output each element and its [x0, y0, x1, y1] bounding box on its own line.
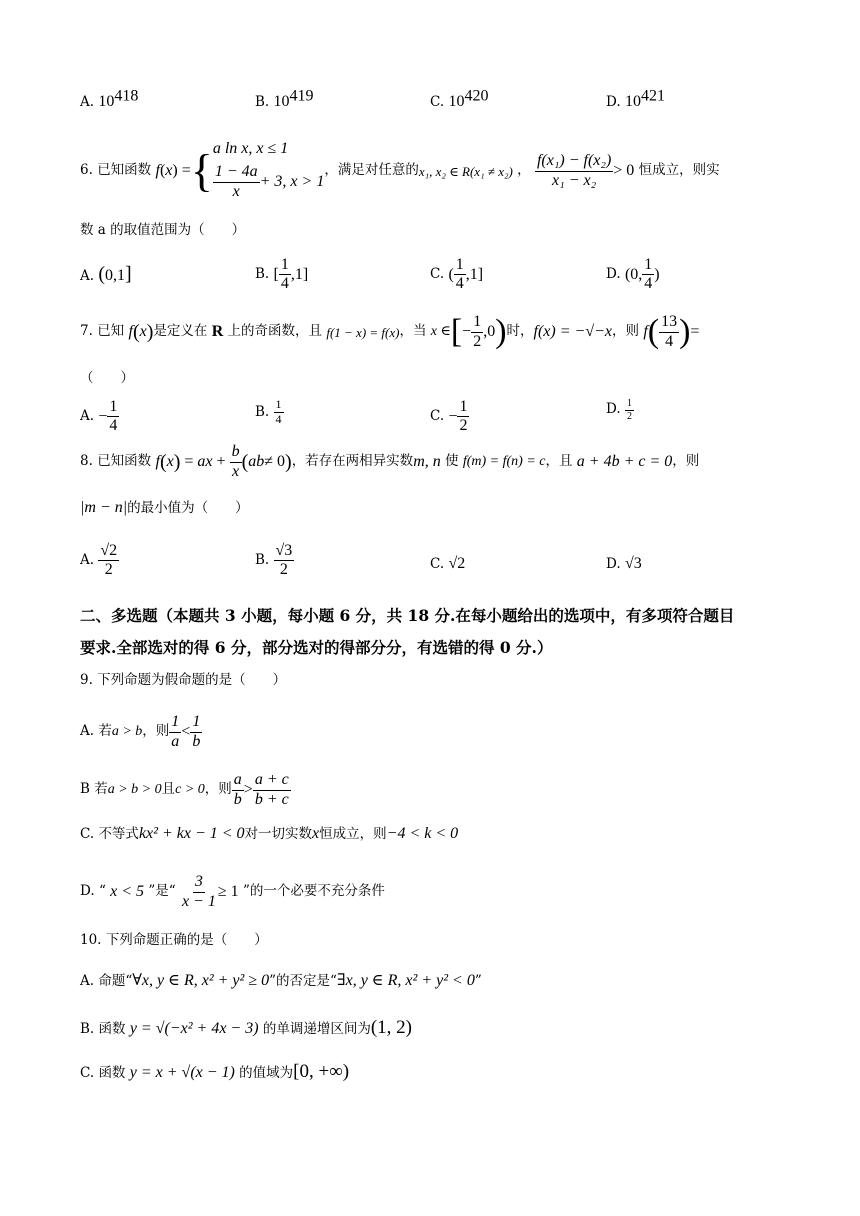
q9-option-a: A. 若 a > b ，则 $\frac{1}{a}$ < $\frac{1}{b}$ — [80, 713, 201, 750]
q10-stem: 10. 下列命题正确的是（ ） — [80, 932, 268, 948]
q9-option-b: B 若 a > b > 0 且 c > 0 ，则 $\frac{a}{b}$ > $\frac{a + c}{b + c}$ — [80, 771, 289, 808]
q7-option-a: A. − $\frac{1}{4}$ — [80, 398, 118, 435]
q7-argument-fraction: $\frac{13}{4}$ — [661, 313, 678, 350]
q8-option-b: B. $\frac{√3}{2}$ — [255, 542, 293, 579]
q6-option-d: D. (0, $\frac{1}{4}$ ) — [606, 256, 660, 293]
q6-stem-line2: 数 a 的取值范围为（ ） — [80, 222, 246, 238]
q10-option-a: A. 命题“∀x, y ∈ R, x² + y² ≥ 0”的否定是“∃x, y ∈ R, x² + y² < 0” — [80, 972, 482, 989]
q8-options — [0, 542, 860, 586]
q5-option-b: B. $10^{419}$ — [255, 87, 314, 110]
q8-option-a: A. $\frac{√2}{2}$ — [80, 542, 118, 579]
q8-stem-line2: |m − n|的最小值为（ ） — [80, 499, 249, 516]
q8-stem: 8. 已知函数 f ( x ) = ax + $\frac{b}{x}$ ( ab ≠ 0 ) ，若存在两相异实数 m, n 使 f(m) = f(n) = c ，且 a + 4b + c = 0 ，则 — [80, 443, 700, 480]
q6-stem: 6. 已知函数 f ( x ) = { a ln x, x ≤ 1 $\frac{1 - 4a}{x}$ + 3, x > 1 ，满足对任意的 x₁, x₂ ∈ R(x₁ ≠ x₂) ， $\frac{\text{f(x₁) − f(x₂)}}{\text{x₁ − x₂}}$ > 0 恒成立，则实 — [80, 140, 720, 200]
q7-answer-blank: （ ） — [80, 370, 134, 386]
q9-option-d: D. “ x < 5 ”是“ $\frac{3}{x - 1}$ ≥ 1 ”的一个必要不充分条件 — [80, 873, 385, 910]
q10-option-b: B. 函数 y = √(−x² + 4x − 3) 的单调递增区间为(1, 2) — [80, 1017, 412, 1038]
q7-option-b: B. $\frac{1}{4}$ — [255, 397, 282, 426]
q6-options — [0, 256, 860, 292]
q6-inequality-fraction: $\frac{\text{f(x₁) − f(x₂)}}{\text{x₁ − x₂}}$ — [536, 152, 612, 189]
q5-option-d: D. $10^{421}$ — [606, 87, 665, 110]
section-2-heading-line2: 要求.全部选对的得 6 分，部分选对的得部分分，有选错的得 0 分.） — [80, 638, 553, 657]
q5-option-a: A. $10^{418}$ — [80, 87, 139, 110]
q7-options — [0, 398, 860, 438]
section-2-heading-line1: 二、多选题（本题共 3 小题，每小题 6 分，共 18 分.在每小题给出的选项中，有多项符合题目 — [80, 606, 735, 625]
q6-option-b: B. [ $\frac{1}{4}$ ,1] — [255, 256, 309, 293]
q7-stem: 7. 已知 f ( x ) 是定义在 R 上的奇函数，且 f(1 − x) = f(x) ，当 x ∈ [ − $\frac{1}{2}$ ,0 ) 时， f(x) = −√−x ，则 f ( $\frac{13}{4}$ ) = — [80, 313, 700, 350]
q5-options — [0, 87, 860, 114]
q6-option-a: A. (0,1] — [80, 263, 132, 285]
q8-option-c: C. √2 — [430, 555, 466, 572]
q7-option-c: C. − $\frac{1}{2}$ — [430, 398, 468, 435]
q9-stem: 9. 下列命题为假命题的是（ ） — [80, 672, 287, 688]
q9-option-c: C. 不等式kx² + kx − 1 < 0对一切实数x恒成立，则−4 < k < 0 — [80, 825, 459, 842]
q6-piece-1: a ln x, x ≤ 1 — [212, 140, 289, 158]
q8-option-d: D. √3 — [606, 555, 642, 572]
q6-piece-2-fraction: $\frac{1 - 4a}{x}$ — [214, 163, 258, 200]
q7-option-d: D. $\frac{1}{2}$ — [606, 398, 632, 422]
q6-option-c: C. ( $\frac{1}{4}$ ,1] — [430, 256, 484, 293]
q10-option-c: C. 函数 y = x + √(x − 1) 的值域为[0, +∞) — [80, 1061, 350, 1082]
q5-option-c: C. $10^{420}$ — [430, 87, 489, 110]
